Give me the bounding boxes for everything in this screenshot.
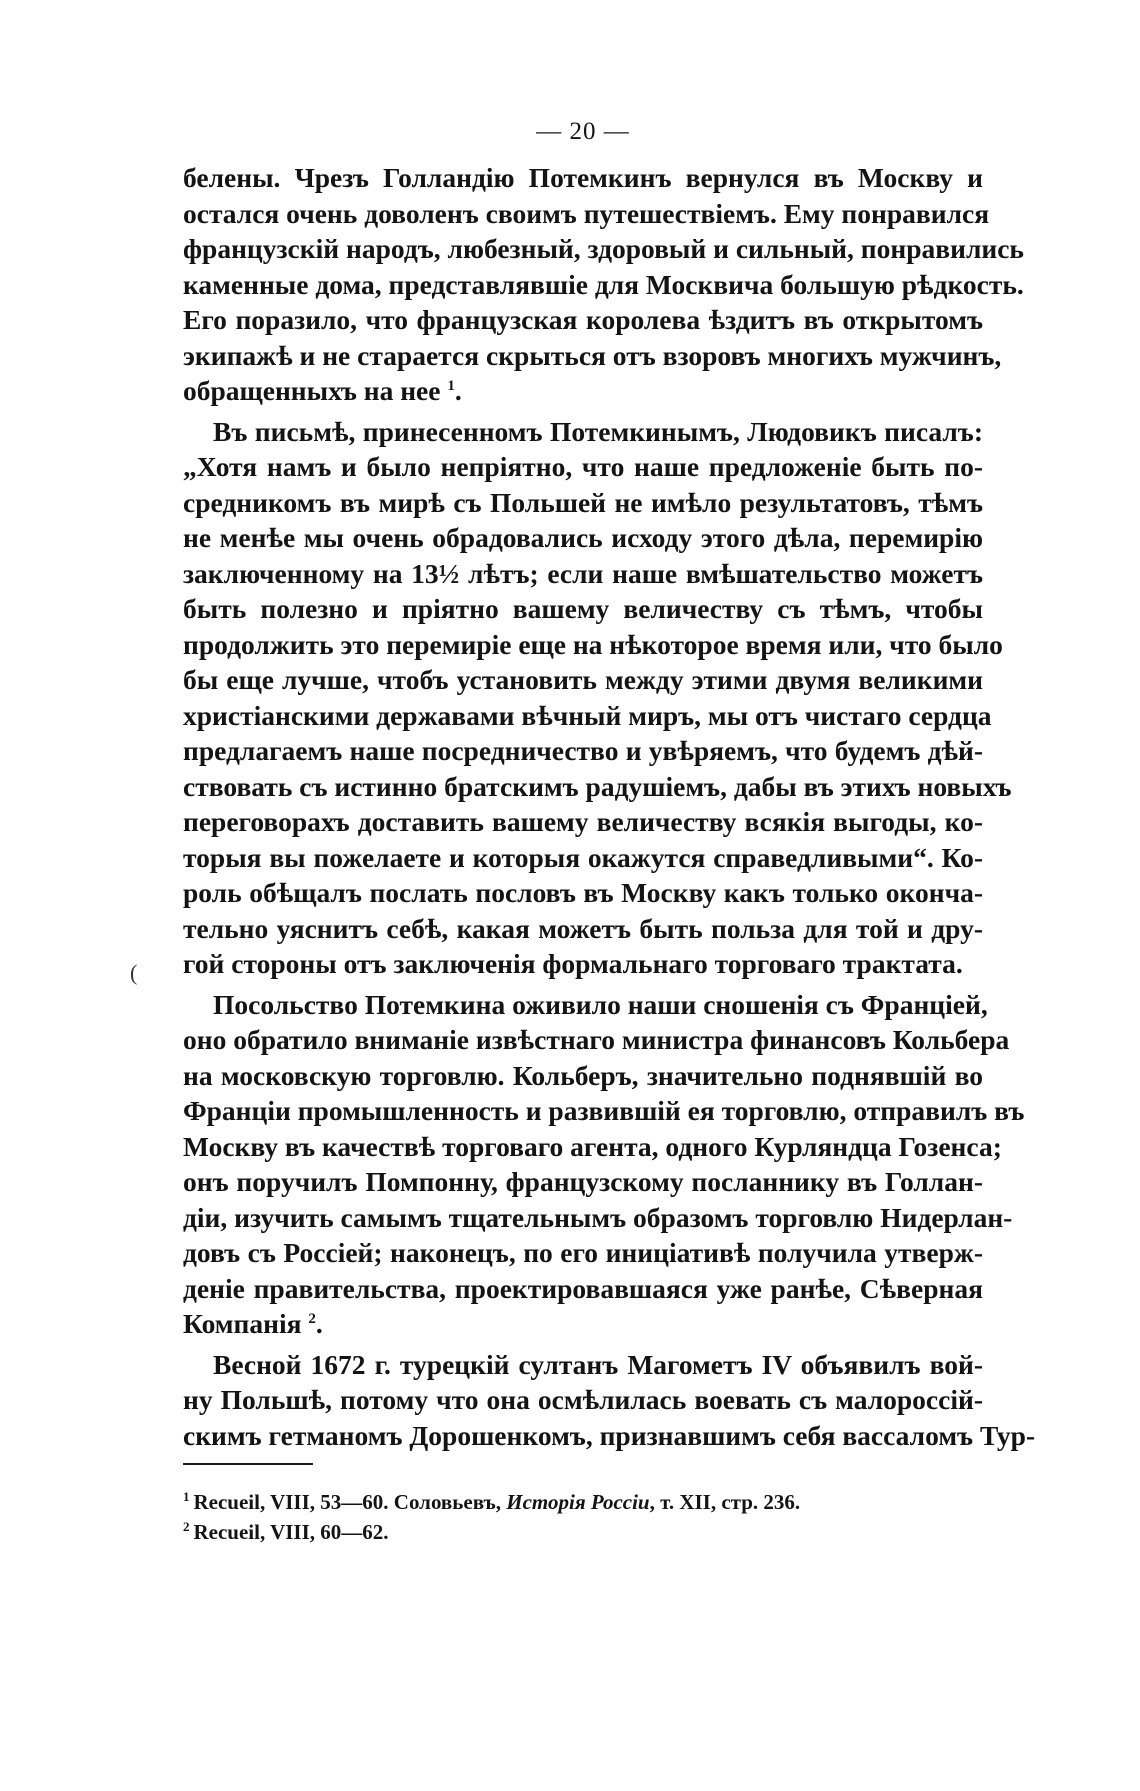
footnote-1: [183, 1487, 983, 1517]
text-line: онъ поручилъ Помпонну, французскому посланнику въ Голлан-: [183, 1166, 983, 1197]
page-number: — 20 —: [536, 118, 630, 145]
text-line: Посольство Потемкина оживило наши сношенія съ Франціей,: [213, 988, 988, 1020]
footnote-divider: [183, 1463, 313, 1465]
footnote-text: Recueil, VIII, 53—60. Соловьевъ,: [193, 1490, 507, 1514]
text-line: скимъ гетманомъ Дорошенкомъ, признавшимъ себя вассаломъ Тур-: [183, 1419, 1036, 1451]
text-line: средникомъ въ мирѣ съ Польшей не имѣло результатовъ, тѣмъ: [183, 486, 983, 518]
text-line: ствовать съ истинно братскимъ радушіемъ, дабы въ этихъ новыхъ: [183, 770, 1012, 802]
text-line: довъ съ Россіей; наконецъ, по его иниціативѣ получила утверж-: [183, 1237, 983, 1268]
text-line: Его поразило, что французская королева ѣздитъ въ открытомъ: [183, 304, 983, 335]
paragraph-4: [183, 1347, 1036, 1454]
paragraph-3: [183, 987, 1025, 1342]
text-line: продолжить это перемиріе еще на нѣкоторое время или, что было: [183, 628, 1003, 660]
text-line: Весной 1672 г. турецкій султанъ Магометъ IV объявилъ вой-: [213, 1348, 983, 1380]
footnote-ref[interactable]: 2: [308, 1310, 316, 1327]
footnote-2: [183, 1517, 983, 1547]
paragraph-2: [183, 414, 1012, 982]
text-line: Франціи промышленность и развившій ея торговлю, отправилъ въ: [183, 1095, 1025, 1126]
footnote-book-title: Исторія Россіи: [506, 1490, 650, 1514]
text-fragment: .: [315, 1308, 323, 1339]
text-line: оно обратило вниманіе извѣстнаго министра финансовъ Кольбера: [183, 1024, 1010, 1055]
text-line: [183, 1306, 983, 1342]
text-line: бы еще лучше, чтобъ установить между этими двумя великими: [183, 664, 983, 695]
text-line: быть полезно и пріятно вашему величеству съ тѣмъ, чтобы: [183, 593, 983, 624]
text-fragment: Компанія: [183, 1308, 302, 1339]
text-line: [183, 373, 983, 409]
text-line: торыя вы пожелаете и которыя окажутся справедливыми“. Ко-: [183, 841, 983, 873]
footnote-mark: 2: [183, 1519, 190, 1534]
text-line: не менѣе мы очень обрадовались исходу этого дѣла, перемирію: [183, 522, 983, 553]
text-line: переговорахъ доставить вашему величеству всякія выгоды, ко-: [183, 806, 983, 837]
paragraph-1: [183, 160, 1024, 409]
text-line: ну Польшѣ, потому что она осмѣлилась воевать съ малороссій-: [183, 1384, 983, 1415]
text-line: заключенному на 13½ лѣтъ; если наше вмѣшательство можетъ: [183, 557, 983, 589]
text-line: деніе правительства, проектировавшаяся уже ранѣе, Сѣверная: [183, 1272, 983, 1304]
text-line: экипажѣ и не старается скрыться отъ взоровъ многихъ мужчинъ,: [183, 339, 1002, 371]
margin-pencil-mark: (: [130, 960, 138, 985]
text-fragment: обращенныхъ на нее: [183, 375, 441, 406]
text-line: христіанскими державами вѣчный миръ, мы отъ чистаго сердца: [183, 699, 992, 731]
text-line: на московскую торговлю. Кольберъ, значительно поднявшій во: [183, 1059, 983, 1091]
text-line: белены. Чрезъ Голландію Потемкинъ вернулся въ Москву и: [183, 162, 983, 193]
text-line: предлагаемъ наше посредничество и увѣряемъ, что будемъ дѣй-: [183, 735, 983, 766]
book-page: [183, 118, 1036, 1547]
text-line: „Хотя намъ и было непріятно, что наше предложеніе быть по-: [183, 451, 983, 482]
text-line: Въ письмѣ, принесенномъ Потемкинымъ, Людовикъ писалъ:: [213, 415, 983, 447]
text-line: роль обѣщалъ послать пословъ въ Москву какъ только оконча-: [183, 877, 983, 908]
footnote-text: , т. XII, стр. 236.: [649, 1490, 801, 1514]
text-line: тельно уяснитъ себѣ, какая можетъ быть польза для той и дру-: [183, 912, 983, 944]
text-line: Москву въ качествѣ торговаго агента, одного Курляндца Гозенса;: [183, 1130, 1002, 1162]
text-line: діи, изучить самымъ тщательнымъ образомъ торговлю Нидерлан-: [183, 1201, 1013, 1233]
footnote-mark: 1: [183, 1489, 190, 1504]
text-line: французскій народъ, любезный, здоровый и сильный, понравились: [183, 233, 1024, 264]
footnote-ref[interactable]: 1: [447, 377, 455, 394]
text-line: каменные дома, представлявшіе для Москвича большую рѣдкость.: [183, 268, 1024, 300]
text-line: гой стороны отъ заключенія формальнаго торговаго трактата.: [183, 948, 963, 979]
text-fragment: .: [454, 375, 462, 406]
text-line: остался очень доволенъ своимъ путешествіемъ. Ему понравился: [183, 197, 990, 229]
footnote-text: Recueil, VIII, 60—62.: [193, 1520, 389, 1544]
